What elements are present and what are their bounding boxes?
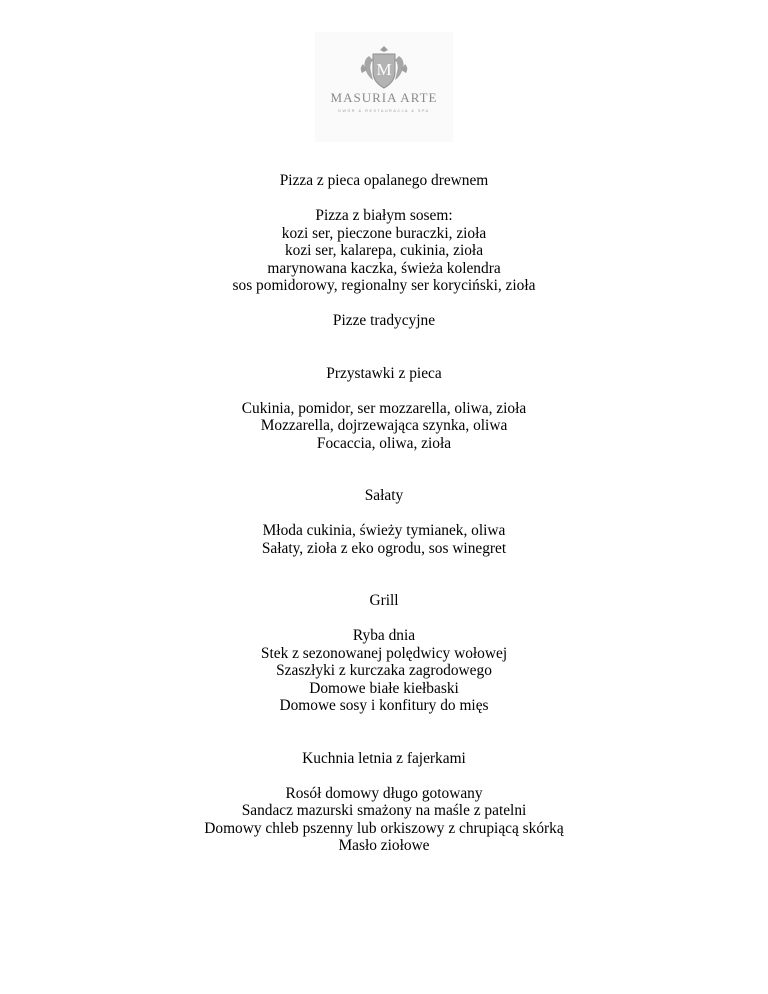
menu-item: Mozzarella, dojrzewająca szynka, oliwa bbox=[260, 417, 508, 434]
menu-item: Masło ziołowe bbox=[338, 837, 430, 854]
menu-item: Sałaty, zioła z eko ogrodu, sos winegret bbox=[261, 539, 507, 557]
menu-item: Szaszłyki z kurczaka zagrodowego bbox=[276, 662, 492, 679]
spacer bbox=[0, 557, 768, 592]
section-title: Grill bbox=[369, 592, 399, 609]
logo bbox=[315, 32, 453, 142]
section-title: Przystawki z pieca bbox=[326, 364, 442, 382]
section-items bbox=[0, 522, 768, 557]
menu-item: kozi ser, pieczone buraczki, zioła bbox=[281, 224, 487, 242]
menu-item: kozi ser, kalarepa, cukinia, zioła bbox=[284, 242, 484, 259]
menu-section bbox=[0, 365, 768, 453]
section-title: Pizza z pieca opalanego drewnem bbox=[279, 172, 489, 189]
menu-section bbox=[0, 750, 768, 855]
section-title: Kuchnia letnia z fajerkami bbox=[302, 749, 466, 767]
section-items bbox=[0, 207, 768, 295]
menu-item: Stek z sezonowanej polędwicy wołowej bbox=[260, 644, 508, 662]
spacer bbox=[0, 715, 768, 750]
menu-item: Rosół domowy długo gotowany bbox=[285, 784, 483, 802]
menu-item: Pizza z białym sosem: bbox=[315, 207, 453, 224]
section-title: Pizze tradycyjne bbox=[332, 312, 436, 329]
menu-section bbox=[0, 487, 768, 557]
menu-item: Młoda cukinia, świeży tymianek, oliwa bbox=[262, 522, 506, 539]
menu-section bbox=[0, 312, 768, 330]
spacer bbox=[0, 452, 768, 487]
menu-section bbox=[0, 592, 768, 715]
menu-item: sos pomidorowy, regionalny ser koryciński, zioła bbox=[232, 277, 536, 294]
spacer bbox=[0, 330, 768, 365]
logo-tagline: DWÓR & RESTAURACJA & SPA bbox=[338, 109, 430, 113]
menu-section bbox=[0, 172, 768, 295]
logo-name: MASURIA ARTE bbox=[330, 90, 438, 105]
logo-monogram: M bbox=[376, 60, 392, 79]
menu-item: Ryba dnia bbox=[352, 627, 416, 644]
section-title: Sałaty bbox=[364, 487, 404, 504]
section-items bbox=[0, 400, 768, 453]
section-items bbox=[0, 785, 768, 855]
menu-item: Focaccia, oliwa, zioła bbox=[316, 434, 452, 452]
spacer bbox=[0, 295, 768, 313]
menu-item: Domowy chleb pszenny lub orkiszowy z chrupiącą skórką bbox=[204, 819, 564, 837]
menu-item: Domowe sosy i konfitury do mięs bbox=[279, 697, 489, 714]
section-items bbox=[0, 627, 768, 715]
menu bbox=[0, 172, 768, 855]
crest-icon bbox=[359, 42, 409, 92]
menu-item: Cukinia, pomidor, ser mozzarella, oliwa, zioła bbox=[241, 399, 527, 417]
menu-item: Domowe białe kiełbaski bbox=[309, 679, 459, 697]
menu-item: marynowana kaczka, świeża kolendra bbox=[267, 259, 501, 277]
menu-item: Sandacz mazurski smażony na maśle z patelni bbox=[241, 802, 527, 819]
